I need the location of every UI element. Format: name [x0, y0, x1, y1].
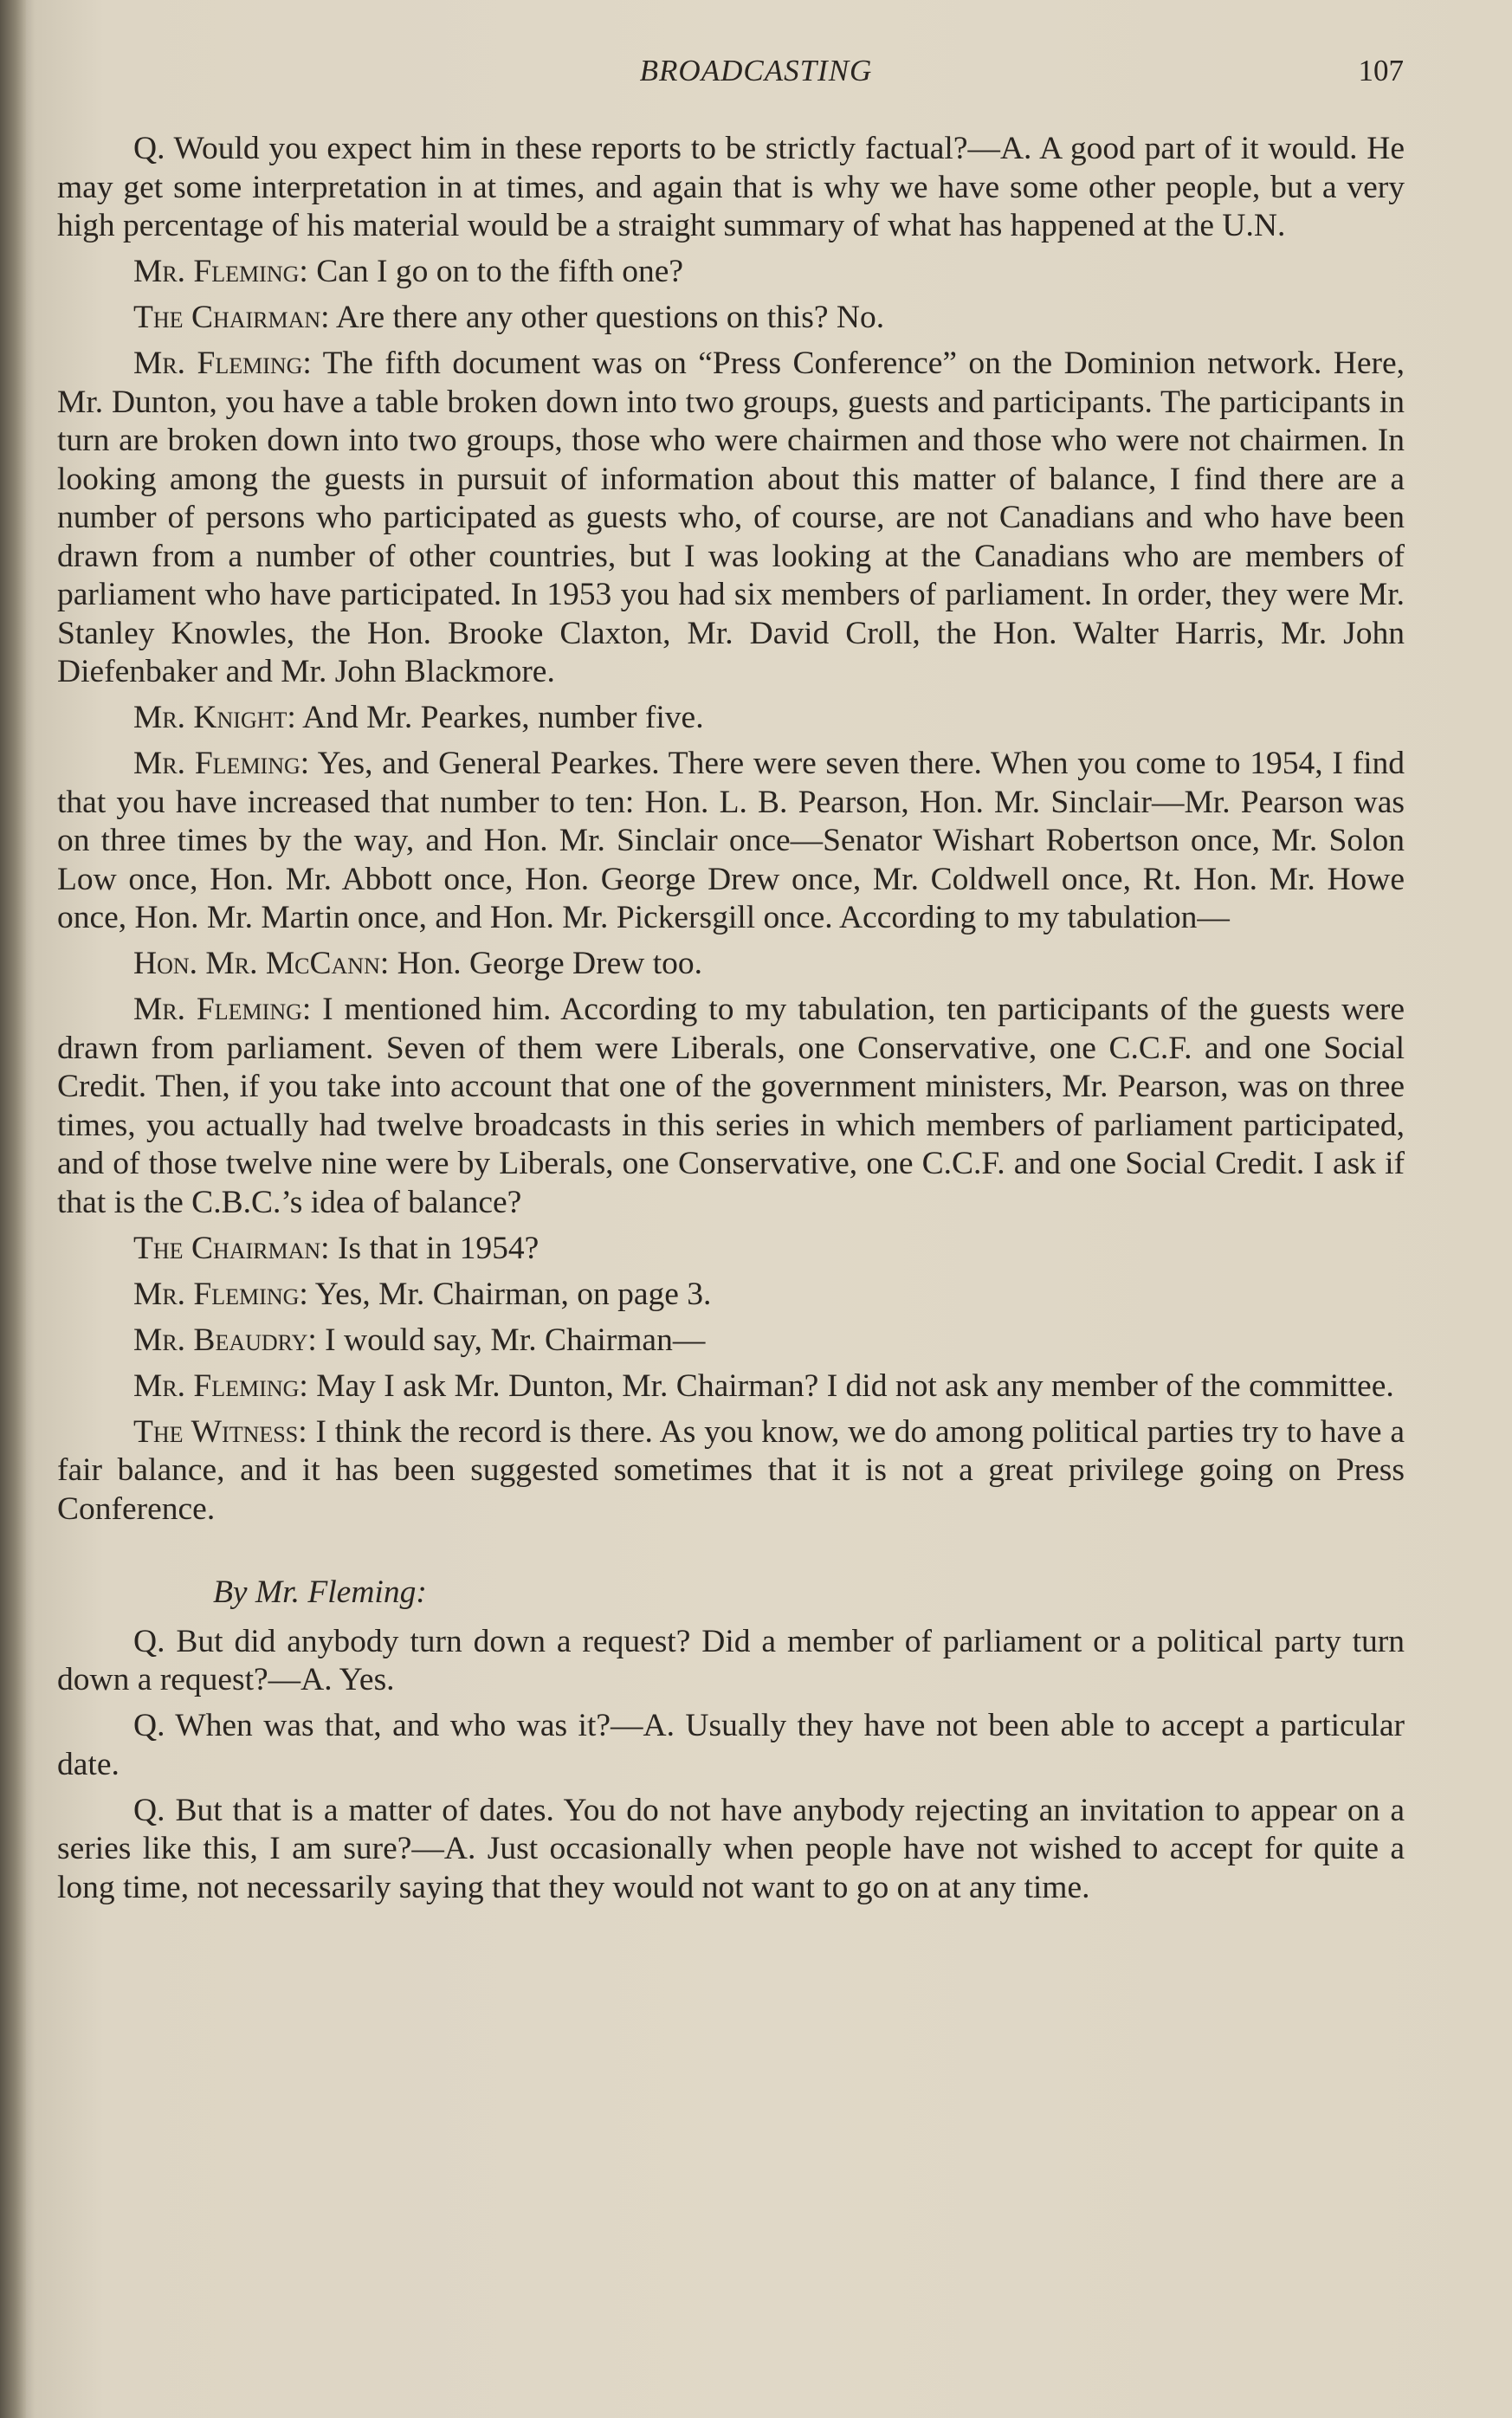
paragraph: The Witness: I think the record is there. As you know, we do among political parties try to have a fair balance, and it has been suggested sometimes that it is not a great privilege going on Press Conference. [57, 1413, 1405, 1527]
speaker-label: Mr. Fleming: [133, 1276, 308, 1312]
paragraph: Mr. Fleming: The fifth document was on “Press Conference” on the Dominion network. Here, Mr. Dunton, you have a table broken down into two groups, guests and participants. The participants in turn are broken down into two groups, those who were chairmen and those who were not chairmen. In looking among the guests in pursuit of information about this matter of balance, I find there are a number of persons who participated as guests who, of course, are not Canadians and who have been drawn from a number of other countries, but I was looking at the Canadians who are members of parliament who have participated. In 1953 you had six members of parliament. In order, they were Mr. Stanley Knowles, the Hon. Brooke Claxton, Mr. David Croll, the Hon. Walter Harris, Mr. John Diefenbaker and Mr. John Blackmore. [57, 346, 1405, 689]
paragraph: Mr. Knight: And Mr. Pearkes, number five. [133, 700, 704, 735]
page-header [0, 54, 1512, 97]
paragraph: Mr. Fleming: May I ask Mr. Dunton, Mr. Chairman? I did not ask any member of the committee. [133, 1367, 1394, 1404]
paragraph: Q. But did anybody turn down a request? Did a member of parliament or a political party turn down a request?—A. Yes. [57, 1623, 1405, 1697]
paragraph: Mr. Fleming: I mentioned him. According to my tabulation, ten participants of the guests were drawn from parliament. Seven of them were Liberals, one Conservative, one C.C.F. and one Social Credit. Then, if you take into account that one of the government ministers, Mr. Pearson, was on three times, you actually had twelve broadcasts in this series in which members of parliament participated, and of those twelve nine were by Liberals, one Conservative, one C.C.F. and one Social Credit. I ask if that is the C.B.C.’s idea of balance? [57, 992, 1405, 1220]
speaker-label: The Chairman: [133, 1230, 330, 1266]
speaker-label: Mr. Beaudry: [133, 1322, 317, 1358]
speaker-label: Mr. Knight: [133, 700, 296, 735]
speaker-label: Hon. Mr. McCann: [133, 946, 390, 981]
speaker-label: Mr. Fleming: [133, 992, 312, 1027]
speaker-label: Mr. Fleming: [133, 254, 308, 289]
paragraph: Q. Would you expect him in these reports to be strictly factual?—A. A good part of it would. He may get some interpretation in at times, and again that is why we have some other people, but a very high percentage of his material would be a straight summary of what has happened at the U.N. [57, 131, 1405, 243]
paragraph: Q. But that is a matter of dates. You do not have anybody rejecting an invitation to appear on a series like this, I am sure?—A. Just occasionally when people have not wished to accept for quite a long time, not necessarily saying that they would not want to go on at any time. [57, 1792, 1405, 1905]
speaker-label: Mr. Fleming: [133, 346, 312, 381]
speaker-label: The Chairman: [133, 300, 330, 335]
paragraph: Mr. Fleming: Yes, Mr. Chairman, on page 3. [133, 1276, 712, 1312]
paragraph: The Chairman: Are there any other questions on this? No. [133, 300, 885, 335]
paragraph: Mr. Fleming: Yes, and General Pearkes. There were seven there. When you come to 1954, I find that you have increased that number to ten: Hon. L. B. Pearson, Hon. Mr. Sinclair—Mr. Pearson was on three times by the way, and Hon. Mr. Sinclair once—Senator Wishart Robertson once, Mr. Solon Low once, Hon. Mr. Abbott once, Hon. George Drew once, Mr. Coldwell once, Rt. Hon. Mr. Howe once, Hon. Mr. Martin once, and Hon. Mr. Pickersgill once. According to my tabulation— [57, 746, 1405, 935]
page-binding-edge [0, 0, 26, 2418]
page-number: 107 [1358, 54, 1404, 87]
speaker-label: Mr. Fleming: [133, 746, 310, 781]
page-body [57, 130, 1405, 1915]
paragraph: Hon. Mr. McCann: Hon. George Drew too. [133, 946, 702, 981]
paragraph: Q. When was that, and who was it?—A. Usually they have not been able to accept a particular date. [57, 1708, 1405, 1782]
speaker-label: Mr. Fleming: [133, 1367, 308, 1404]
speaker-label: The Witness: [133, 1413, 307, 1450]
running-head: BROADCASTING [639, 54, 873, 87]
section-heading: By Mr. Fleming: [213, 1574, 427, 1610]
paragraph: Mr. Fleming: Can I go on to the fifth one? [133, 254, 684, 289]
paragraph: The Chairman: Is that in 1954? [133, 1230, 540, 1266]
paragraph: Mr. Beaudry: I would say, Mr. Chairman— [133, 1322, 706, 1358]
